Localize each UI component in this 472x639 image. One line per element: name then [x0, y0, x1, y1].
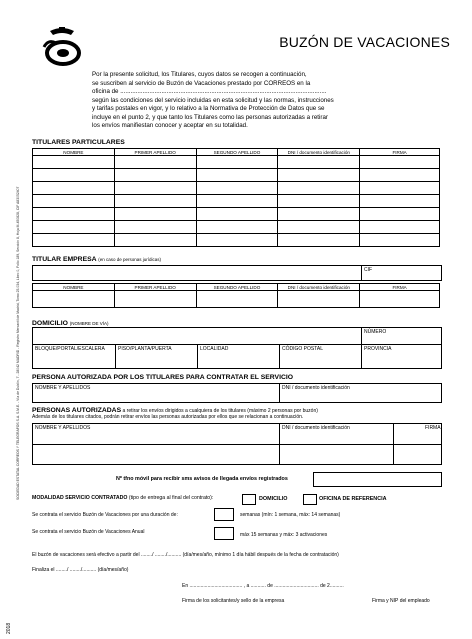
col-header: SEGUNDO APELLIDO	[196, 149, 278, 156]
domicilio-checkbox[interactable]	[242, 494, 256, 505]
input-cell[interactable]	[278, 195, 360, 208]
finaliza-line: Finaliza el ......../ ......../.......... (día/mes/año)	[32, 567, 129, 573]
input-cell[interactable]	[360, 291, 440, 308]
movil-input[interactable]	[313, 472, 442, 487]
col-header: FIRMA	[360, 149, 440, 156]
numero-label: NÚMERO	[364, 329, 387, 335]
domicilio-option: DOMICILIO	[259, 496, 288, 502]
dni-label: DNI / documento identificación	[282, 425, 350, 431]
input-cell[interactable]	[196, 156, 278, 169]
input-cell[interactable]	[278, 208, 360, 221]
input-cell[interactable]	[196, 195, 278, 208]
table-row	[33, 156, 440, 169]
col-header: NOMBRE	[33, 149, 115, 156]
input-cell[interactable]	[278, 156, 360, 169]
intro-line: según las condiciones del servicio incluidas en esta solicitud y las normas, instrucciones	[92, 96, 334, 104]
input-cell[interactable]	[33, 182, 115, 195]
input-cell[interactable]	[360, 221, 440, 234]
input-cell[interactable]	[196, 208, 278, 221]
firma-label: FIRMA	[425, 425, 441, 431]
input-cell[interactable]	[360, 156, 440, 169]
intro-line: Por la presente solicitud, los Titulares, cuyos datos se recogen a continuación,	[92, 71, 307, 78]
autorizadas-box[interactable]	[32, 423, 442, 465]
input-cell[interactable]	[114, 208, 196, 221]
oficina-option: OFICINA DE REFERENCIA	[319, 496, 387, 502]
domicilio-note: (NOMBRE DE VÍA)	[69, 321, 109, 326]
input-cell[interactable]	[33, 169, 115, 182]
table-row	[33, 234, 440, 247]
col-header: DNI / documento identificación	[278, 149, 360, 156]
empresa-name-field[interactable]	[32, 265, 442, 281]
input-cell[interactable]	[278, 169, 360, 182]
table-row	[33, 195, 440, 208]
semanas-input[interactable]	[214, 508, 234, 521]
duracion-range: semanas (mín: 1 semana, máx: 14 semanas)	[240, 512, 341, 518]
titulares-table	[32, 148, 440, 247]
input-cell[interactable]	[114, 156, 196, 169]
input-cell[interactable]	[114, 169, 196, 182]
efectivo-line: El buzón de vacaciones será efectivo a partir del ......../ ......../.......... (día/mes/año, mínimo 1 día hábil después de la fecha de contratación)	[32, 552, 339, 558]
input-cell[interactable]	[360, 169, 440, 182]
table-row	[33, 182, 440, 195]
form-year: 2018	[6, 622, 12, 634]
persona-contratar-box[interactable]	[32, 383, 442, 403]
provincia-label: PROVINCIA	[364, 346, 392, 352]
domicilio-heading: DOMICILIO (NOMBRE DE VÍA)	[32, 320, 109, 327]
duracion-line: Se contrata el servicio Buzón de Vacaciones por una duración de:	[32, 512, 178, 518]
intro-paragraph	[92, 71, 448, 131]
intro-line: oficina de ........................................................................................................................	[92, 88, 327, 95]
col-header: NOMBRE	[33, 284, 115, 291]
cp-label: CÓDIGO POSTAL	[282, 346, 324, 352]
anual-range: máx 15 semanas y máx: 3 activaciones	[240, 532, 328, 538]
intro-line: se suscriben al servicio de Buzón de Vacaciones prestado por CORREOS en la	[92, 79, 311, 87]
anual-line: Se contrata el servicio Buzón de Vacaciones Anual	[32, 529, 145, 535]
table-row	[33, 169, 440, 182]
input-cell[interactable]	[278, 221, 360, 234]
input-cell[interactable]	[33, 234, 115, 247]
input-cell[interactable]	[33, 291, 115, 308]
input-cell[interactable]	[360, 208, 440, 221]
input-cell[interactable]	[114, 291, 196, 308]
input-cell[interactable]	[360, 234, 440, 247]
input-cell[interactable]	[114, 195, 196, 208]
intro-line: los envíos manifiestan conocer y aceptar en su totalidad.	[92, 122, 248, 129]
persona-contratar-heading: PERSONA AUTORIZADA POR LOS TITULARES PARA CONTRATAR EL SERVICIO	[32, 374, 294, 381]
input-cell[interactable]	[196, 169, 278, 182]
localidad-label: LOCALIDAD	[200, 346, 229, 352]
input-cell[interactable]	[360, 195, 440, 208]
input-cell[interactable]	[196, 221, 278, 234]
col-header: PRIMER APELLIDO	[114, 149, 196, 156]
input-cell[interactable]	[196, 291, 278, 308]
autorizadas-text: a retirar los envíos dirigidos a cualquiera de los titulares (máximo 2 personas por buzón)	[121, 408, 318, 414]
input-cell[interactable]	[278, 182, 360, 195]
cif-label: CIF	[364, 267, 373, 273]
input-cell[interactable]	[33, 208, 115, 221]
nombre-label: NOMBRE Y APELLIDOS	[35, 425, 91, 431]
lugar-fecha-line: En ...................................... , a ........... de ................................ de 2..........	[182, 583, 344, 589]
input-cell[interactable]	[196, 234, 278, 247]
correos-logo-icon	[40, 25, 84, 69]
col-header: FIRMA	[360, 284, 440, 291]
piso-label: PISO/PLANTA/PUERTA	[118, 346, 172, 352]
table-row	[33, 221, 440, 234]
movil-label: Nº tfno móvil para recibir sms avisos de llegada envíos registrados	[116, 476, 288, 482]
firma-solicitantes: Firma de los solicitantes/y sello de la empresa	[182, 598, 285, 604]
input-cell[interactable]	[33, 156, 115, 169]
empresa-heading: TITULAR EMPRESA (en caso de personas jurídicas)	[32, 256, 162, 263]
dni-label: DNI / documento identificación	[282, 385, 350, 391]
col-header: PRIMER APELLIDO	[114, 284, 196, 291]
empresa-table	[32, 283, 440, 308]
intro-line: incluye en el punto 2, y que tanto los Titulares como las personas autorizadas a retirar	[92, 113, 328, 121]
domicilio-box	[32, 327, 442, 369]
table-row	[33, 208, 440, 221]
table-row	[33, 291, 440, 308]
input-cell[interactable]	[278, 234, 360, 247]
input-cell[interactable]	[114, 182, 196, 195]
input-cell[interactable]	[114, 221, 196, 234]
firma-empleado: Firma y NIP del empleado	[372, 598, 430, 604]
col-header: SEGUNDO APELLIDO	[196, 284, 278, 291]
modalidad-label: MODALIDAD SERVICIO CONTRATADO	[32, 495, 128, 501]
input-cell[interactable]	[196, 182, 278, 195]
anual-checkbox[interactable]	[214, 527, 234, 540]
autorizadas-heading: PERSONAS AUTORIZADAS	[32, 407, 122, 414]
oficina-checkbox[interactable]	[303, 494, 317, 505]
input-cell[interactable]	[114, 234, 196, 247]
nombre-label: NOMBRE Y APELLIDOS	[35, 385, 91, 391]
legal-side-text: SOCIEDAD ESTATAL CORREOS Y TELEGRAFOS S.A. S.M.E. - Vía de Dublín, 7 - 28042 MADRID - Registro Mercantil de Madrid, Tomo 25.034, Libro 0, Folio 189, Sección 8, Hoja M-450828, CIF A83052407	[16, 186, 20, 500]
titulares-heading: TITULARES PARTICULARES	[32, 139, 125, 146]
modalidad-note: (tipo de entrega al final del contrato):	[128, 495, 214, 501]
col-header: DNI / documento identificación	[278, 284, 360, 291]
bloque-label: BLOQUE/PORTAL/ESCALERA	[35, 346, 105, 352]
page-title: BUZÓN DE VACACIONES	[279, 34, 450, 50]
input-cell[interactable]	[33, 195, 115, 208]
input-cell[interactable]	[360, 182, 440, 195]
input-cell[interactable]	[278, 291, 360, 308]
intro-line: y tarifas postales en vigor, y lo relativo a la Normativa de Protección de Datos que se	[92, 105, 325, 112]
autorizadas-text-2: Además de los titulares citados, podrán retirar envíos las personas autorizadas por ellos que se relacionan a continuación.	[32, 414, 304, 420]
empresa-note: (en caso de personas jurídicas)	[98, 257, 162, 262]
input-cell[interactable]	[33, 221, 115, 234]
